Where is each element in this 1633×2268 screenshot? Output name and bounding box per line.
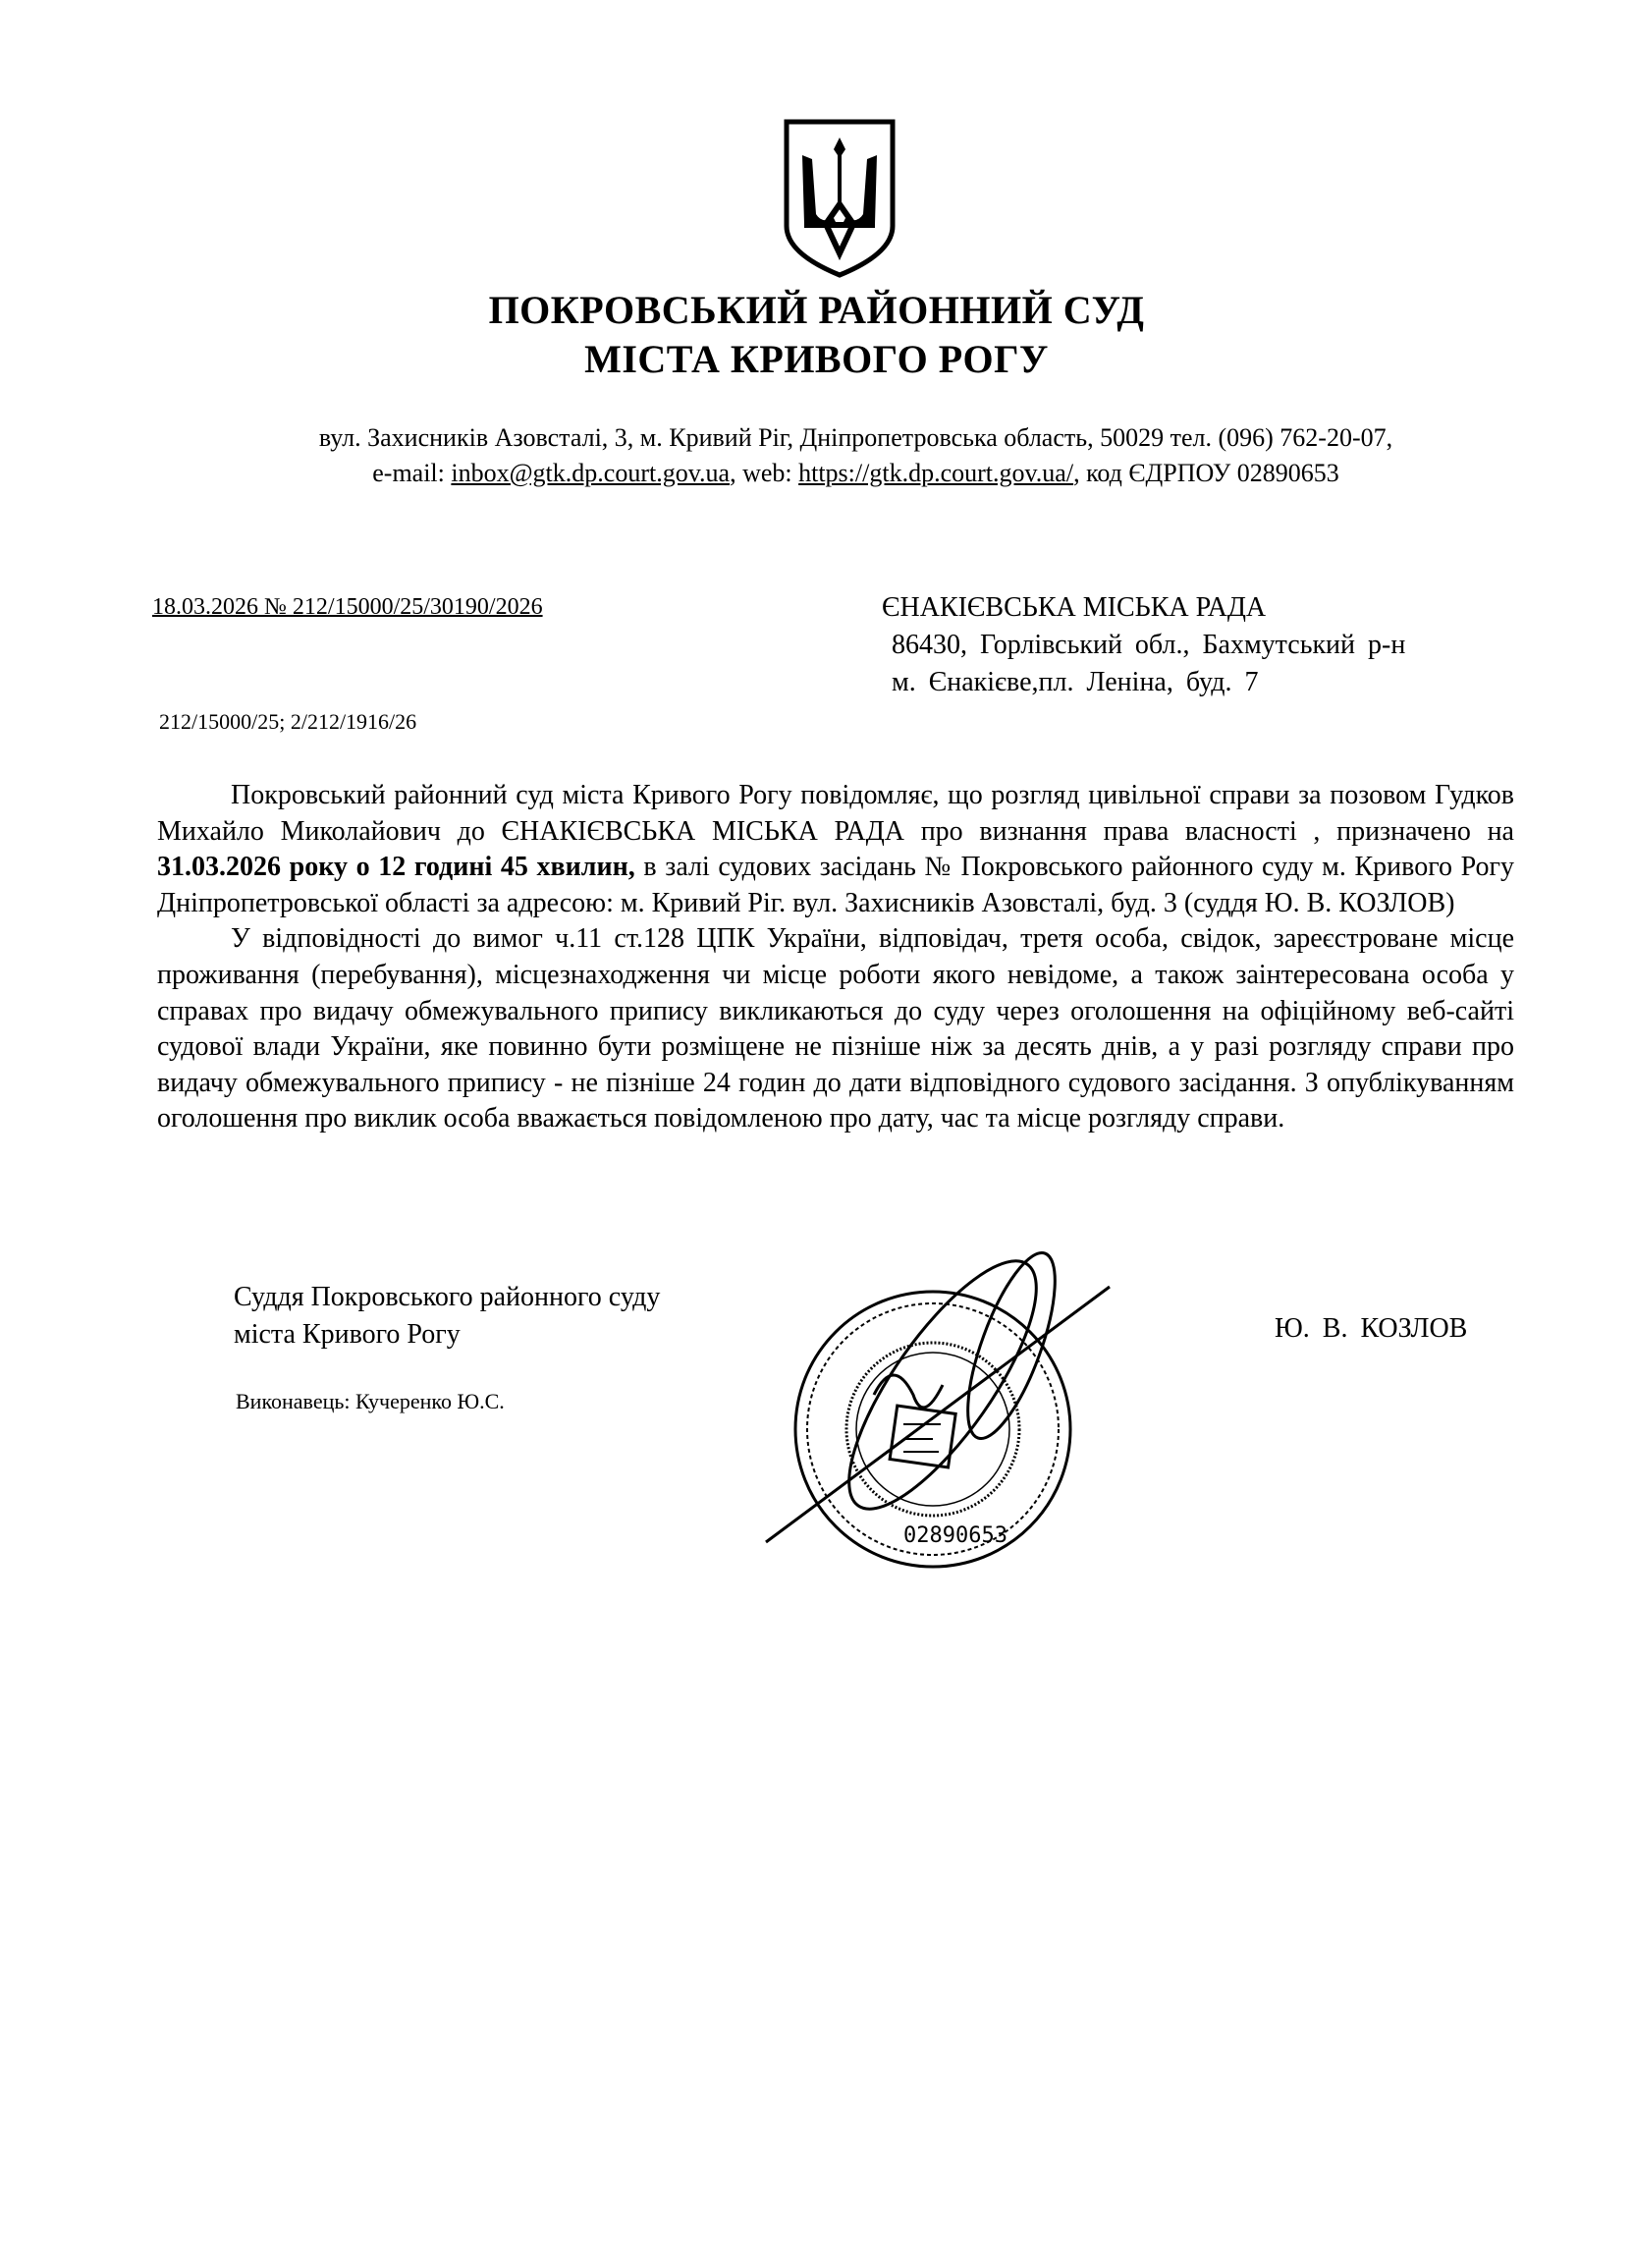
stamp-code: 02890653	[903, 1523, 1007, 1548]
outgoing-reference: 18.03.2026 № 212/15000/25/30190/2026	[152, 594, 543, 620]
notice-text: Покровський районний суд міста Кривого Рогу повідомляє, що розгляд цивільної справи за позовом Гудков Михайло Миколайович до ЄНАКІЄВСЬКА МІСЬКА РАДА про визнання права власності , призначено на	[157, 780, 1514, 847]
court-name-line1: ПОКРОВСЬКИЙ РАЙОННИЙ СУД	[488, 288, 1145, 332]
email-link[interactable]: inbox@gtk.dp.court.gov.ua	[451, 459, 731, 487]
web-link[interactable]: https://gtk.dp.court.gov.ua/	[798, 459, 1074, 487]
paragraph-legal-basis: У відповідності до вимог ч.11 ст.128 ЦПК України, відповідач, третя особа, свідок, зареєстроване місце проживання (перебування), місцезнаходження чи місце роботи якого невідоме, а також заінтересована особа у справах про видачу обмежувального припису викликаються до суду через оголошення на офіційному веб-сайті судової влади України, яке повинно бути розміщене не пізніше ніж за десять днів, а у разі розгляду справи про видачу обмежувального припису - не пізніше 24 годин до дати відповідного судового засідання. З опублікуванням оголошення про виклик особа вважається повідомленою про дату, час та місце розгляду справи.	[157, 923, 1514, 1134]
recipient-name: ЄНАКІЄВСЬКА МІСЬКА РАДА	[882, 592, 1267, 623]
court-contacts	[0, 456, 1633, 491]
edrpou-code: , код ЄДРПОУ 02890653	[1073, 459, 1339, 487]
court-name-line2: МІСТА КРИВОГО РОГУ	[584, 337, 1049, 381]
judge-name: Ю. В. КОЗЛОВ	[1275, 1313, 1468, 1344]
recipient-address-line1: 86430, Горлівський обл., Бахмутський р-н	[892, 630, 1406, 660]
paragraph-hearing-notice	[157, 778, 1514, 921]
court-address: вул. Захисників Азовсталі, 3, м. Кривий Ріг, Дніпропетровська область, 50029 тел. (096) 762-20-07,	[318, 423, 1393, 452]
notice-text-continued: в залі судових засідань № Покровського районного суду м. Кривого Рогу Дніпропетровської області за адресою: м. Кривий Ріг. вул. Захисників Азовсталі, буд. 3 (суддя Ю. В. КОЗЛОВ)	[157, 852, 1514, 918]
signature-title-line2: міста Кривого Рогу	[234, 1319, 461, 1350]
web-label: , web:	[730, 459, 799, 487]
court-stamp-icon	[746, 1238, 1296, 1572]
recipient-address-line2: м. Єнакієве,пл. Леніна, буд. 7	[892, 667, 1259, 697]
recipient-block	[882, 589, 1405, 701]
coat-of-arms-icon	[781, 116, 898, 281]
executor: Виконавець: Кучеренко Ю.С.	[236, 1389, 505, 1413]
hearing-datetime: 31.03.2026 року о 12 годині 45 хвилин,	[157, 852, 635, 883]
email-label: e-mail:	[372, 459, 452, 487]
case-numbers: 212/15000/25; 2/212/1916/26	[159, 709, 417, 734]
signature-title	[234, 1279, 660, 1354]
signature-title-line1: Суддя Покровського районного суду	[234, 1282, 661, 1312]
letter-body	[157, 778, 1514, 1137]
